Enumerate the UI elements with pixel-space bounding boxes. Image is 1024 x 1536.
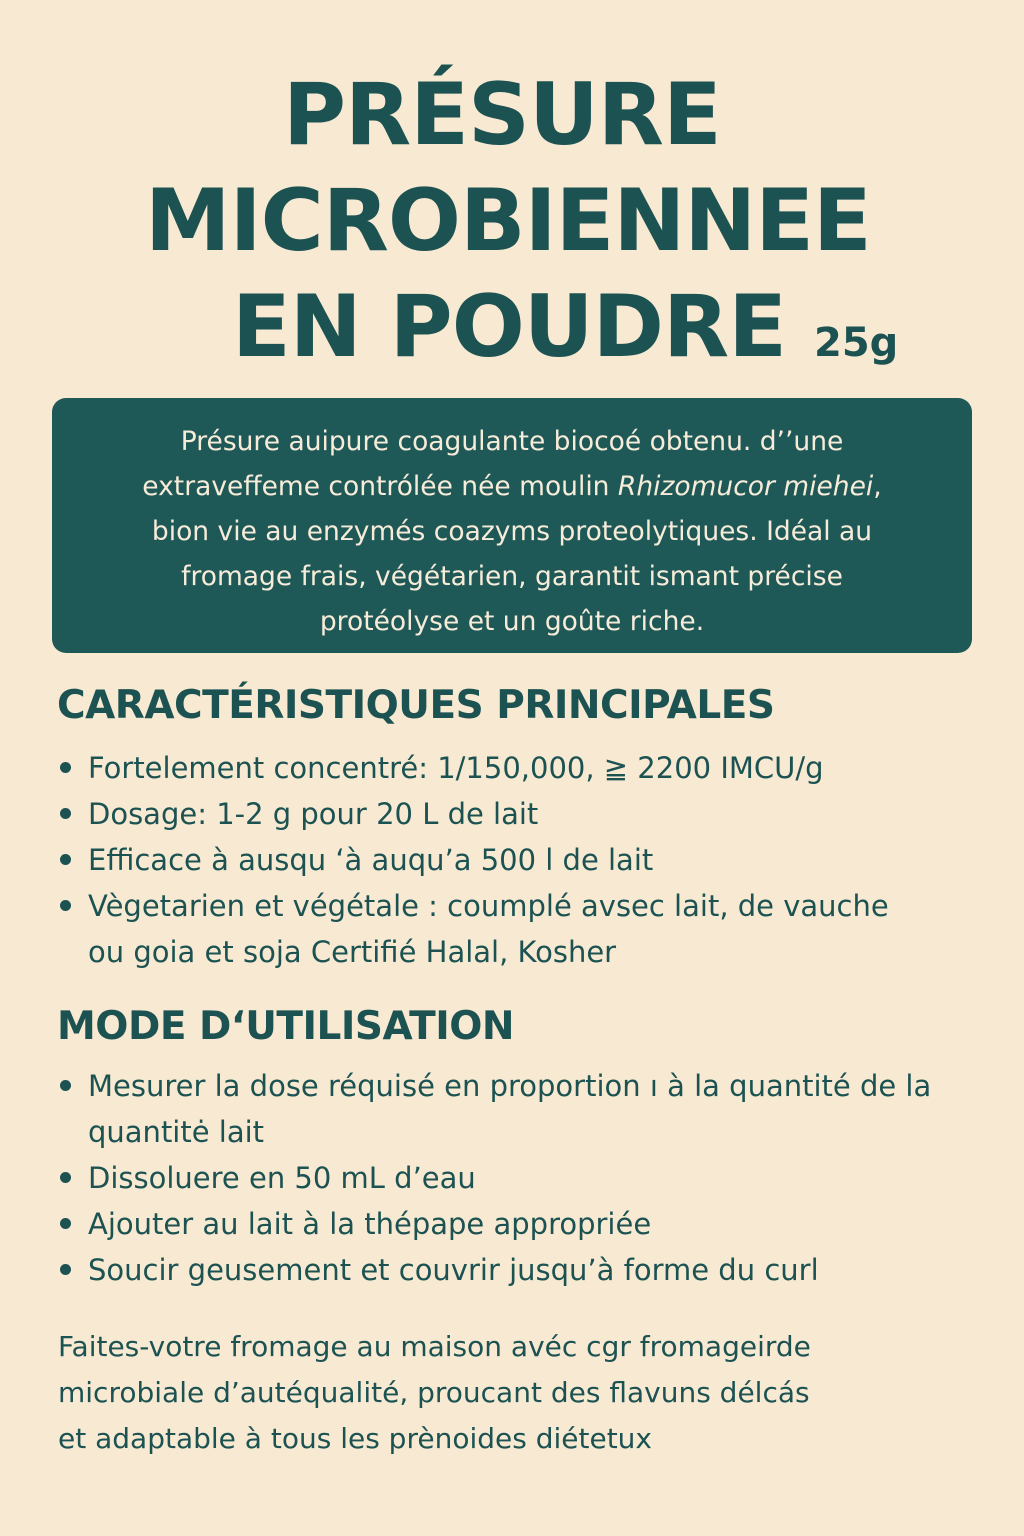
bullet-icon — [60, 1218, 71, 1229]
description-box — [52, 398, 972, 653]
description-line-3: bion vie au enzymés coazyms proteolytiques. Idéal au — [151, 516, 873, 547]
description-line-5: protéolyse et un goûte riche. — [319, 606, 705, 637]
species-name: Rhizomucor miehei — [617, 471, 874, 502]
usage-text-4: Soucir geusement et couvrir jusqu’à forme du curl — [88, 1253, 819, 1287]
list-item — [58, 1201, 931, 1247]
bullet-icon — [60, 762, 71, 773]
usage-text-3: Ajouter au lait à la thépape appropriée — [88, 1207, 652, 1241]
usage-heading: MODE D‘UTILISATION — [57, 1004, 515, 1049]
bullet-icon — [60, 854, 71, 865]
list-item — [58, 883, 889, 975]
title-line-3-text: EN POUDRE — [232, 277, 786, 377]
feature-text-2: Dosage: 1-2 g pour 20 L de lait — [88, 797, 539, 831]
description-line-2-end: , — [873, 471, 882, 502]
list-item — [58, 791, 889, 837]
usage-text-1-continuation: quantitė lait — [88, 1115, 265, 1149]
description-line-2-start: extraveffeme contrólée née moulin — [142, 471, 618, 502]
list-item — [58, 837, 889, 883]
bullet-icon — [60, 1080, 71, 1091]
feature-text-3: Efficace à ausqu ‘à auqu’a 500 l de lait — [88, 843, 654, 877]
net-weight: 25g — [814, 320, 899, 366]
product-title — [0, 62, 1024, 396]
description-line-4: fromage frais, végétarien, garantit ismant précise — [181, 561, 843, 592]
closing-line-3: et adaptable à tous les prènoides diétetux — [58, 1422, 653, 1455]
bullet-icon — [60, 900, 71, 911]
feature-text-1: Fortelement concentré: 1/150,000, ≧ 2200 IMCU/g — [88, 751, 824, 785]
bullet-icon — [60, 1264, 71, 1275]
features-heading: CARACTÉRISTIQUES PRINCIPALES — [57, 683, 775, 728]
list-item — [58, 1155, 931, 1201]
closing-line-1: Faites-votre fromage au maison avéc cgr fromageirde — [58, 1330, 811, 1363]
usage-text-1: Mesurer la dose réquisé en proportion ı à la quantité de la — [88, 1069, 932, 1103]
title-line-3 — [0, 274, 1024, 396]
bullet-icon — [60, 808, 71, 819]
list-item — [58, 745, 889, 791]
usage-list — [58, 1063, 931, 1293]
closing-line-2: microbiale d’autéqualité, proucant des flavuns délcás — [58, 1376, 810, 1409]
list-item — [58, 1247, 931, 1293]
bullet-icon — [60, 1172, 71, 1183]
title-line-1: PRÉSURE — [283, 65, 721, 165]
feature-text-4-continuation: ou goia et soja Certifié Halal, Kosher — [88, 935, 617, 969]
title-line-2: MICROBIENNEE — [145, 171, 871, 271]
closing-text — [58, 1324, 811, 1462]
description-line-2 — [66, 464, 958, 509]
description-line-1: Présure auipure coagulante biocoé obtenu. d’’une — [180, 426, 844, 457]
usage-text-2: Dissoluere en 50 mL d’eau — [88, 1161, 476, 1195]
feature-text-4: Vègetarien et végétale : coumplé avsec lait, de vauche — [88, 889, 889, 923]
features-list — [58, 745, 889, 975]
list-item — [58, 1063, 931, 1155]
